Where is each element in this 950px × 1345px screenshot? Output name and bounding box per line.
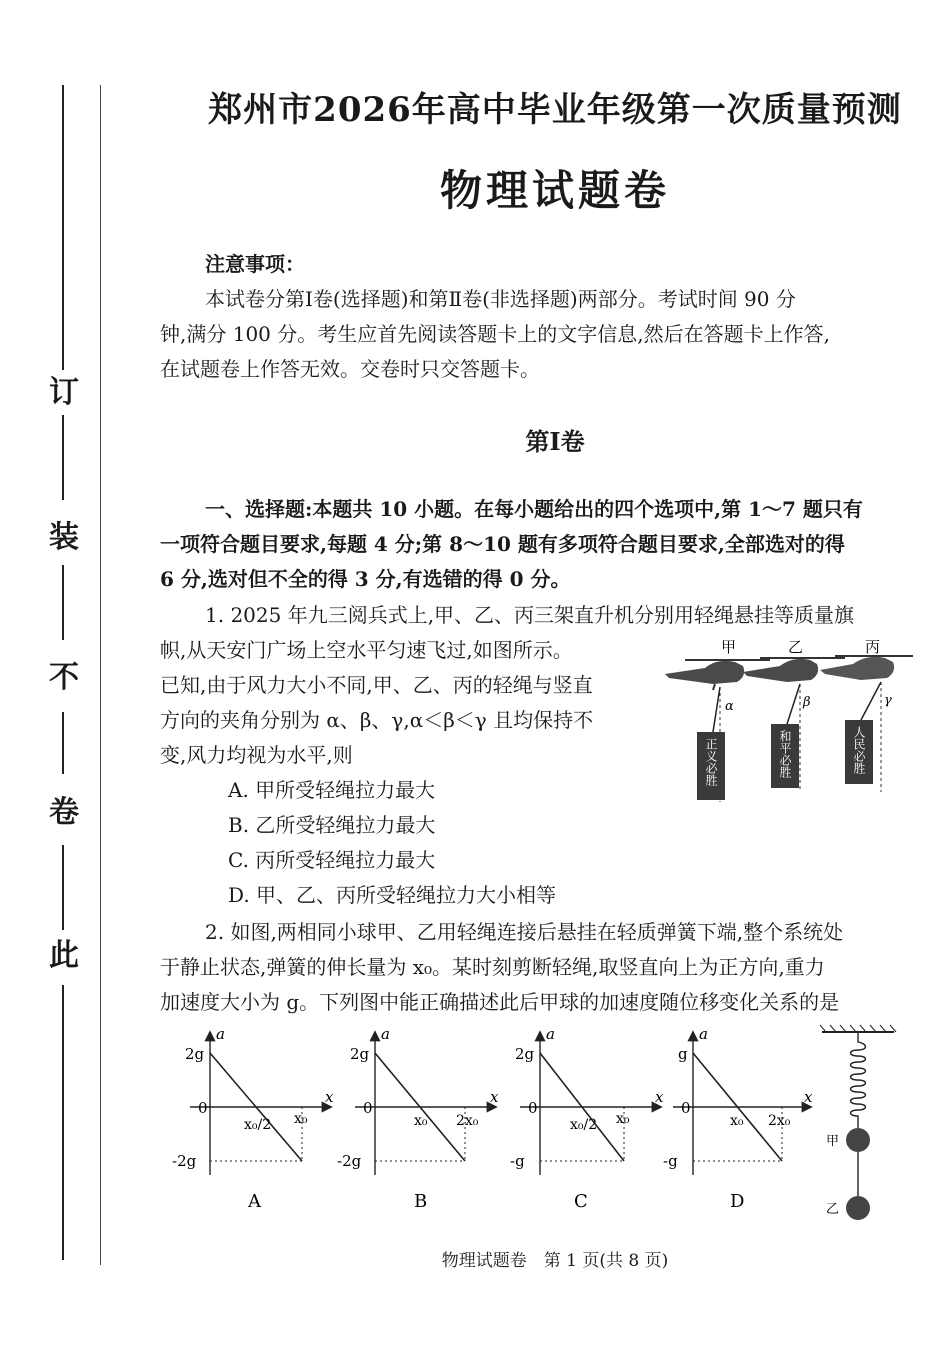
- x-end-label: 2x₀: [456, 1113, 479, 1129]
- binding-line: [62, 85, 64, 370]
- y-top-label: g: [678, 1045, 688, 1063]
- x-cross-label: x₀/2: [244, 1117, 272, 1133]
- origin-label: 0: [198, 1099, 208, 1117]
- binding-char: 不: [49, 660, 79, 695]
- x-cross-label: x₀/2: [570, 1117, 598, 1133]
- graph-label: C: [574, 1191, 588, 1212]
- binding-line: [62, 985, 64, 1260]
- spring: [851, 1032, 866, 1128]
- section-instruction: 6 分,选对但不全的得 3 分,有选错的得 0 分。: [160, 567, 571, 591]
- axis-label-x: x: [655, 1088, 664, 1106]
- graph-a: [172, 1025, 334, 1212]
- origin-label: 0: [363, 1099, 373, 1117]
- x-cross-label: x₀: [414, 1113, 428, 1129]
- binding-line: [62, 845, 64, 930]
- part-title: 第Ⅰ卷: [525, 427, 585, 456]
- notice-line: 在试题卷上作答无效。交卷时只交答题卡。: [160, 357, 540, 381]
- graph-b: [337, 1025, 499, 1212]
- y-top-label: 2g: [185, 1045, 205, 1063]
- binding-line: [62, 712, 64, 774]
- axis-label-x: x: [325, 1088, 334, 1106]
- q1-option-b: B. 乙所受轻绳拉力最大: [228, 813, 436, 837]
- spring-figure: [818, 1022, 898, 1227]
- axis-label-a: a: [381, 1025, 390, 1043]
- x-end-label: 2x₀: [768, 1113, 791, 1129]
- y-bottom-label: -g: [510, 1152, 525, 1170]
- page-footer: 物理试题卷 第 1 页(共 8 页): [441, 1251, 669, 1271]
- flag-text: 和平必胜: [778, 730, 792, 778]
- axis-label-a: a: [546, 1025, 555, 1043]
- q1-option-c: C. 丙所受轻绳拉力最大: [228, 848, 436, 872]
- graph-label: D: [730, 1191, 745, 1212]
- q2-stem: 加速度大小为 g。下列图中能正确描述此后甲球的加速度随位移变化关系的是: [160, 990, 840, 1014]
- binding-line: [62, 565, 64, 640]
- q1-option-d: D. 甲、乙、丙所受轻绳拉力大小相等: [228, 883, 557, 907]
- x-cross-label: x₀: [730, 1113, 744, 1129]
- graph-d: [663, 1025, 813, 1212]
- binding-char: 卷: [49, 795, 79, 830]
- notice-line: 钟,满分 100 分。考生应首先阅读答题卡上的文字信息,然后在答题卡上作答,: [160, 322, 830, 346]
- binding-inner-line: [100, 85, 101, 1265]
- section-instruction: 一项符合题目要求,每题 4 分;第 8～10 题有多项符合题目要求,全部选对的得: [160, 532, 845, 556]
- y-bottom-label: -2g: [172, 1152, 197, 1170]
- axis-label-a: a: [216, 1025, 225, 1043]
- helicopter-label: 甲: [721, 638, 737, 656]
- q1-stem: 1. 2025 年九三阅兵式上,甲、乙、丙三架直升机分别用轻绳悬挂等质量旗: [205, 603, 855, 627]
- axis-label-x: x: [804, 1088, 813, 1106]
- axis-label-x: x: [490, 1088, 499, 1106]
- y-top-label: 2g: [350, 1045, 370, 1063]
- notice-line: 本试卷分第Ⅰ卷(选择题)和第Ⅱ卷(非选择题)两部分。考试时间 90 分: [205, 287, 796, 311]
- graph-label: A: [248, 1191, 261, 1212]
- q1-stem: 帜,从天安门广场上空水平匀速飞过,如图所示。: [160, 638, 573, 662]
- q2-graphs: [160, 1025, 820, 1225]
- x-end-label: x₀: [294, 1111, 308, 1127]
- section-instruction: 一、选择题:本题共 10 小题。在每小题给出的四个选项中,第 1～7 题只有: [205, 497, 863, 521]
- q2-stem: 于静止状态,弹簧的伸长量为 x₀。某时刻剪断轻绳,取竖直向上为正方向,重力: [160, 955, 825, 979]
- ball-jia: [846, 1128, 870, 1152]
- angle-label: β: [803, 695, 811, 710]
- binding-char: 装: [49, 520, 79, 555]
- axis-label-a: a: [699, 1025, 708, 1043]
- angle-label: α: [725, 699, 734, 714]
- helicopter-figure: [655, 632, 915, 812]
- subject-title: 物理试题卷: [439, 166, 670, 215]
- origin-label: 0: [528, 1099, 538, 1117]
- q2-stem: 2. 如图,两相同小球甲、乙用轻绳连接后悬挂在轻质弹簧下端,整个系统处: [205, 920, 844, 944]
- helicopter-label: 乙: [788, 638, 804, 656]
- y-top-label: 2g: [515, 1045, 535, 1063]
- q1-stem: 方向的夹角分别为 α、β、γ,α＜β＜γ 且均保持不: [160, 708, 594, 732]
- q1-option-a: A. 甲所受轻绳拉力最大: [228, 778, 436, 802]
- y-bottom-label: -2g: [337, 1152, 362, 1170]
- notice-heading: 注意事项：: [205, 252, 305, 276]
- q1-stem: 已知,由于风力大小不同,甲、乙、丙的轻绳与竖直: [160, 673, 593, 697]
- flag-text: 正义必胜: [704, 738, 718, 786]
- ball-label: 乙: [826, 1202, 840, 1217]
- graph-c: [510, 1025, 664, 1212]
- helicopter-label: 丙: [865, 638, 881, 656]
- y-bottom-label: -g: [663, 1152, 678, 1170]
- binding-char: 订: [49, 375, 79, 410]
- exam-title: 郑州市2026年高中毕业年级第一次质量预测: [208, 90, 902, 130]
- x-end-label: x₀: [616, 1111, 630, 1127]
- origin-label: 0: [681, 1099, 691, 1117]
- graph-label: B: [414, 1191, 428, 1212]
- angle-label: γ: [884, 693, 892, 708]
- ball-yi: [846, 1196, 870, 1220]
- q1-stem: 变,风力均视为水平,则: [160, 743, 353, 767]
- ball-label: 甲: [826, 1134, 840, 1149]
- flag-text: 人民必胜: [852, 726, 866, 774]
- binding-char: 此: [49, 938, 79, 973]
- binding-line: [62, 415, 64, 500]
